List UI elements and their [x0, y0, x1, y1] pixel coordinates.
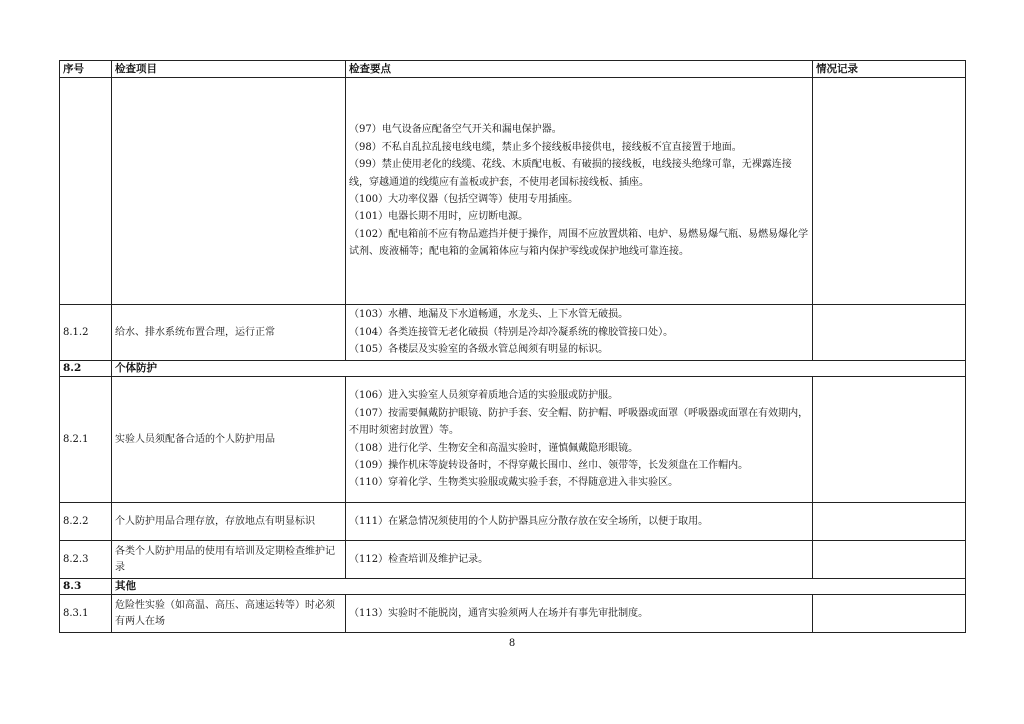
section-row	[60, 361, 966, 377]
table-row	[60, 503, 966, 541]
inspection-table	[59, 60, 966, 633]
cell-no	[60, 78, 112, 305]
check-point: （110）穿着化学、生物类实验服或戴实验手套，不得随意进入非实验区。	[349, 477, 679, 489]
cell-item: 给水、排水系统布置合理，运行正常	[112, 305, 346, 361]
cell-no: 8.2.2	[60, 503, 112, 541]
table-row	[60, 541, 966, 579]
section-row	[60, 579, 966, 595]
check-point: （113）实验时不能脱岗，通宵实验须两人在场并有事先审批制度。	[349, 607, 649, 619]
check-point: （103）水槽、地漏及下水道畅通，水龙头、上下水管无破损。	[349, 309, 629, 321]
cell-record	[813, 78, 966, 305]
table-header-row	[60, 61, 966, 78]
check-point: （111）在紧急情况须使用的个人防护器具应分散存放在安全场所，以便于取用。	[349, 515, 709, 527]
cell-record	[813, 377, 966, 503]
table-row	[60, 305, 966, 361]
cell-no: 8.1.2	[60, 305, 112, 361]
check-point: （112）检查培训及维护记录。	[349, 553, 489, 565]
header-points: 检查要点	[346, 61, 813, 78]
check-point: （104）各类连接管无老化破损（特别是冷却冷凝系统的橡胶管接口处）。	[349, 326, 674, 338]
cell-record	[813, 305, 966, 361]
cell-record	[813, 503, 966, 541]
header-item: 检查项目	[112, 61, 346, 78]
table-row	[60, 78, 966, 305]
cell-no: 8.3.1	[60, 595, 112, 633]
cell-item: 危险性实验（如高温、高压、高速运转等）时必须有两人在场	[112, 595, 346, 633]
section-title: 其他	[112, 579, 966, 595]
check-point: （100）大功率仪器（包括空调等）使用专用插座。	[349, 194, 579, 205]
check-point: （109）操作机床等旋转设备时，不得穿戴长围巾、丝巾、领带等，长发须盘在工作帽内。	[349, 459, 749, 471]
check-point: （108）进行化学、生物安全和高温实验时，谨慎佩戴隐形眼镜。	[349, 442, 639, 454]
cell-item: 实验人员须配备合适的个人防护用品	[112, 377, 346, 503]
header-record: 情况记录	[813, 61, 966, 78]
cell-points	[346, 377, 813, 503]
cell-item: 各类个人防护用品的使用有培训及定期检查维护记录	[112, 541, 346, 579]
check-point: （97）电气设备应配备空气开关和漏电保护器。	[349, 124, 562, 136]
check-point: （106）进入实验室人员须穿着质地合适的实验服或防护服。	[349, 390, 619, 402]
check-point: （99）禁止使用老化的线缆、花线、木质配电板、有破损的接线板，电线接头绝缘可靠，无裸露连接线，穿越通道的线缆应有盖板或护套，不使用老国标接线板、插座。	[349, 159, 792, 188]
section-title: 个体防护	[112, 361, 966, 377]
check-point: （107）按需要佩戴防护眼镜、防护手套、安全帽、防护帽、呼吸器或面罩（呼吸器或面罩在有效期内，不用时须密封放置）等。	[349, 407, 809, 437]
section-no: 8.2	[60, 361, 112, 377]
cell-record	[813, 541, 966, 579]
table-row	[60, 377, 966, 503]
cell-record	[813, 595, 966, 633]
cell-points	[346, 541, 813, 579]
cell-points	[346, 595, 813, 633]
cell-item	[112, 78, 346, 305]
header-no: 序号	[60, 61, 112, 78]
cell-item: 个人防护用品合理存放，存放地点有明显标识	[112, 503, 346, 541]
cell-no: 8.2.3	[60, 541, 112, 579]
cell-points	[346, 503, 813, 541]
table-row	[60, 595, 966, 633]
cell-points	[346, 305, 813, 361]
section-no: 8.3	[60, 579, 112, 595]
check-point: （105）各楼层及实验室的各级水管总阀须有明显的标识。	[349, 344, 609, 356]
check-point: （102）配电箱前不应有物品遮挡并便于操作，周围不应放置烘箱、电炉、易燃易爆气瓶、易燃易爆化学试剂、废液桶等；配电箱的金属箱体应与箱内保护零线或保护地线可靠连接。	[349, 228, 809, 258]
cell-no: 8.2.1	[60, 377, 112, 503]
check-point: （101）电器长期不用时，应切断电源。	[349, 211, 529, 223]
page-number: 8	[508, 638, 516, 649]
check-point: （98）不私自乱拉乱接电线电缆，禁止多个接线板串接供电，接线板不宜直接置于地面。	[349, 141, 742, 153]
cell-points	[346, 78, 813, 305]
